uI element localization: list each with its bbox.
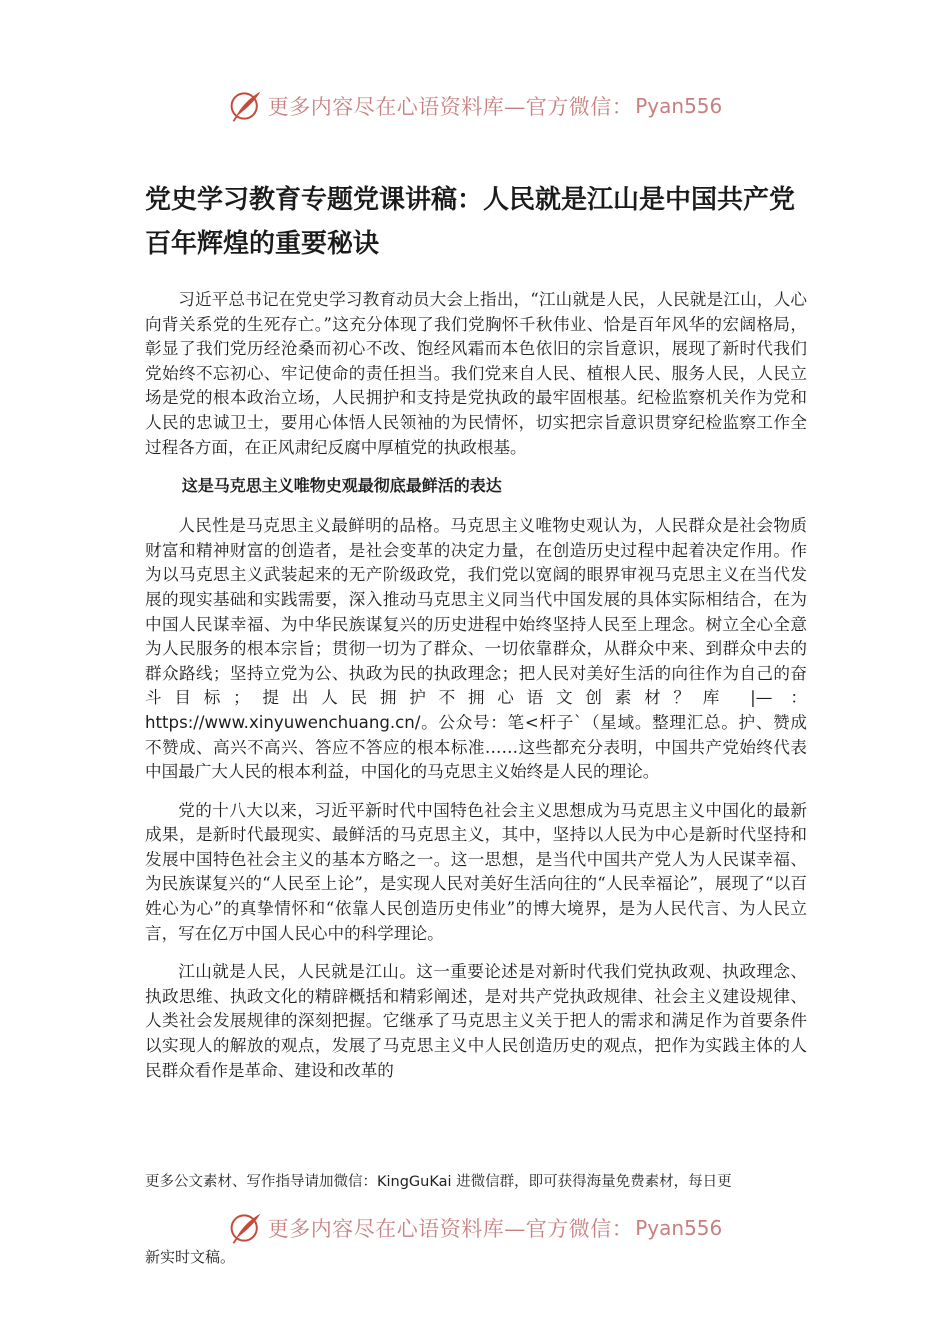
article (145, 178, 807, 1097)
feather-pen-logo-icon (228, 1210, 264, 1246)
banner-wechat-id: Pyan556 (635, 1216, 723, 1240)
banner-text: 更多内容尽在心语资料库—官方微信： (267, 95, 634, 119)
footer-promo-line: 更多公文素材、写作指导请加微信：KingGuKai 进微信群，即可获得海量免费素材，每日更 (145, 1174, 732, 1190)
paragraph-2 (145, 514, 807, 785)
article-title: 党史学习教育专题党课讲稿：人民就是江山是中国共产党百年辉煌的重要秘诀 (145, 185, 796, 259)
paragraph-3: 党的十八大以来，习近平新时代中国特色社会主义思想成为马克思主义中国化的最新成果，是新时代最现实、最鲜活的马克思主义，其中，坚持以人民为中心是新时代坚持和发展中国特色社会主义的基本方略之一。这一思想，是当代中国共产党人为人民谋幸福、为民族谋复兴的“人民至上论”，是实现人民对美好生活向往的“人民幸福论”，展现了“以百姓心为心”的真挚情怀和“依靠人民创造历史伟业”的博大境界，是为人民代言、为人民立言，写在亿万中国人民心中的科学理论。 (145, 800, 807, 943)
website-link[interactable]: https://www.xinyuwenchuang.cn/ (145, 712, 421, 732)
paragraph-4: 江山就是人民，人民就是江山。这一重要论述是对新时代我们党执政观、执政理念、执政思维、执政文化的精辟概括和精彩阐述，是对共产党执政规律、社会主义建设规律、人类社会发展规律的深刻把握。它继承了马克思主义关于把人的需求和满足作为首要条件以实现人的解放的观点，发展了马克思主义中人民创造历史的观点，把作为实践主体的人民群众看作是革命、建设和改革的 (145, 962, 807, 1080)
feather-pen-logo-icon (228, 88, 264, 124)
banner-wechat-id: Pyan556 (635, 94, 723, 118)
paragraph-2-part-b: 。公众号：笔<杆子`（星域。整理汇总。护、赞成不赞成、高兴不高兴、答应不答应的根本标准……这些都充分表明，中国共产党始终代表中国最广大人民的根本利益，中国化的马克思主义始终是人民的理论。 (145, 712, 807, 782)
bottom-watermark-banner (0, 1208, 950, 1248)
top-watermark-banner (0, 86, 950, 126)
section-heading: 这是马克思主义唯物史观最彻底最鲜活的表达 (181, 476, 502, 496)
footer-promo-tail: 新实时文稿。 (145, 1248, 236, 1266)
paragraph-2-part-a: 人民性是马克思主义最鲜明的品格。马克思主义唯物史观认为，人民群众是社会物质财富和精神财富的创造者，是社会变革的决定力量，在创造历史过程中起着决定作用。作为以马克思主义武装起来的无产阶级政党，我们党以宽阔的眼界审视马克思主义在当代发展的现实基础和实践需要，深入推动马克思主义同当代中国发展的具体实际相结合，在为中国人民谋幸福、为中华民族谋复兴的历史进程中始终坚持人民至上理念。树立全心全意为人民服务的根本宗旨；贯彻一切为了群众、一切依靠群众，从群众中来、到群众中去的群众路线；坚持立党为公、执政为民的执政理念；把人民对美好生活的向往作为自己的奋斗目标；提出人民拥护不拥心语文创素材？库 |— ： (145, 516, 807, 708)
paragraph-1: 习近平总书记在党史学习教育动员大会上指出，“江山就是人民，人民就是江山，人心向背关系党的生死存亡。”这充分体现了我们党胸怀千秋伟业、恰是百年风华的宏阔格局，彰显了我们党历经沧桑而初心不改、饱经风霜而本色依旧的宗旨意识，展现了新时代我们党始终不忘初心、牢记使命的责任担当。我们党来自人民、植根人民、服务人民，人民立场是党的根本政治立场，人民拥护和支持是党执政的最牢固根基。纪检监察机关作为党和人民的忠诚卫士，要用心体悟人民领袖的为民情怀，切实把宗旨意识贯穿纪检监察工作全过程各方面，在正风肃纪反腐中厚植党的执政根基。 (145, 290, 807, 457)
banner-text: 更多内容尽在心语资料库—官方微信： (267, 1217, 634, 1241)
